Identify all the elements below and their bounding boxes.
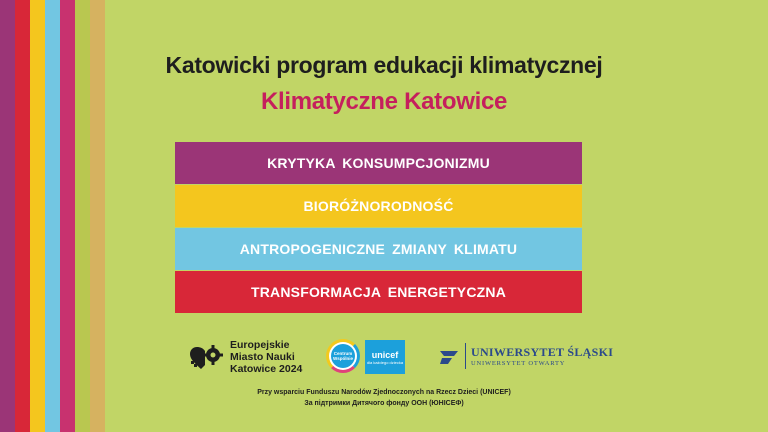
- university-subtitle: UNIWERSYTET OTWARTY: [471, 360, 566, 367]
- unicef-logo: [365, 340, 405, 374]
- heart-gear-icon: [188, 343, 224, 371]
- us-emblem-icon: [438, 345, 460, 367]
- university-text: [471, 345, 613, 367]
- page-subtitle: Klimatyczne Katowice: [260, 88, 508, 115]
- partner-circle-logo: [326, 339, 360, 373]
- topic-label: KRYTYKA KONSUMPCJONIZMU: [267, 155, 490, 171]
- university-logo: [438, 343, 613, 369]
- emn-logo: [188, 339, 302, 375]
- page-title: Katowicki program edukacji klimatycznej: [165, 52, 603, 78]
- support-note-ukrainian: За підтримки Дитячого фонду ООН (ЮНІСЕФ): [304, 400, 464, 407]
- topic-bar-energy-transformation: [175, 271, 582, 313]
- topic-label: BIORÓŻNORODNOŚĆ: [303, 198, 454, 214]
- topic-label: ANTROPOGENICZNE ZMIANY KLIMATU: [239, 241, 518, 257]
- emn-line: Europejskie: [230, 339, 290, 351]
- topic-bar-climate-change: [175, 228, 582, 270]
- topic-label: TRANSFORMACJA ENERGETYCZNA: [250, 284, 507, 300]
- topic-bar-consumerism: [175, 142, 582, 184]
- support-note-polish: Przy wsparciu Funduszu Narodów Zjednoczonych na Rzecz Dzieci (UNICEF): [257, 389, 511, 396]
- emn-line: Katowice 2024: [230, 363, 303, 375]
- partner-circle-text: Centrum Wspólnie: [331, 344, 355, 368]
- topic-bar-biodiversity: [175, 185, 582, 227]
- partner-logos: [0, 335, 768, 380]
- emn-line: Miasto Nauki: [230, 351, 295, 363]
- unicef-tagline: dla każdego dziecka: [366, 359, 404, 365]
- unicef-name: unicef: [371, 349, 399, 360]
- university-divider: [465, 343, 466, 369]
- emn-text: [230, 339, 302, 375]
- university-name: UNIWERSYTET ŚLĄSKI: [471, 345, 614, 359]
